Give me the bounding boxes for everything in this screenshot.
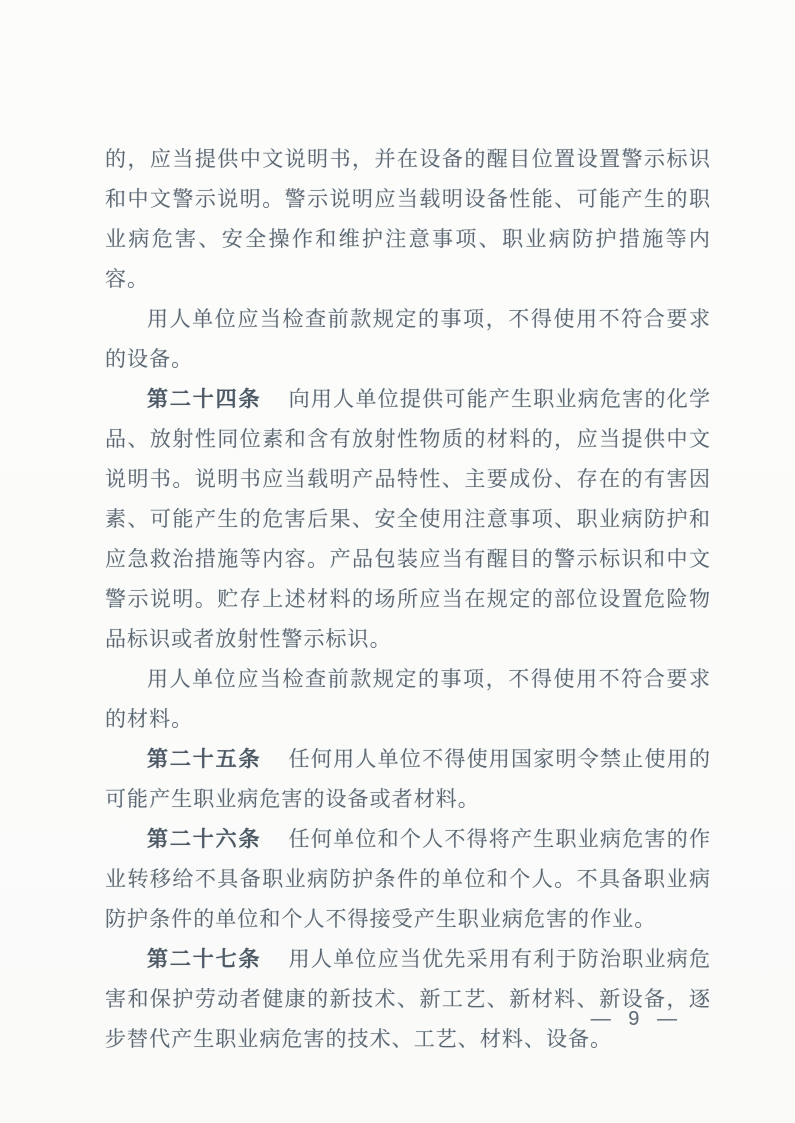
paragraph-text: 向用人单位提供可能产生职业病危害的化学品、放射性同位素和含有放射性物质的材料的，应当提供中文说明书。说明书应当载明产品特性、主要成份、存在的有害因素、可能产生的危害后果、安全使用注意事项、职业病防护和应急救治措施等内容。产品包装应当有醒目的警示标识和中文警示说明。贮存上述材料的场所应当在规定的部位设置危险物品标识或者放射性警示标识。 (105, 388, 712, 651)
paragraph-text: 用人单位应当检查前款规定的事项，不得使用不符合要求的材料。 (105, 668, 711, 731)
article-number: 第二十五条 (147, 748, 262, 771)
paragraph (105, 820, 711, 940)
paragraph-text: 任何用人单位不得使用国家明令禁止使用的可能产生职业病危害的设备或者材料。 (105, 748, 712, 811)
document-body (105, 140, 711, 1060)
paragraph-text: 任何单位和个人不得将产生职业病危害的作业转移给不具备职业病防护条件的单位和个人。不具备职业病防护条件的单位和个人不得接受产生职业病危害的作业。 (105, 828, 712, 931)
paragraph-text: 的，应当提供中文说明书，并在设备的醒目位置设置警示标识和中文警示说明。警示说明应当载明设备性能、可能产生的职业病危害、安全操作和维护注意事项、职业病防护措施等内容。 (105, 148, 711, 291)
paragraph-text: 用人单位应当优先采用有利于防治职业病危害和保护劳动者健康的新技术、新工艺、新材料、新设备，逐步替代产生职业病危害的技术、工艺、材料、设备。 (105, 948, 712, 1051)
paragraph (105, 140, 711, 300)
article-number: 第二十四条 (147, 388, 262, 411)
paragraph-text: 用人单位应当检查前款规定的事项，不得使用不符合要求的设备。 (105, 308, 711, 371)
paragraph (105, 940, 711, 1060)
page-number: — 9 — (590, 1008, 683, 1030)
paragraph (105, 740, 711, 820)
paragraph (105, 300, 711, 380)
article-number: 第二十六条 (147, 828, 262, 851)
article-number: 第二十七条 (147, 948, 262, 971)
paragraph (105, 660, 711, 740)
paragraph (105, 380, 711, 660)
